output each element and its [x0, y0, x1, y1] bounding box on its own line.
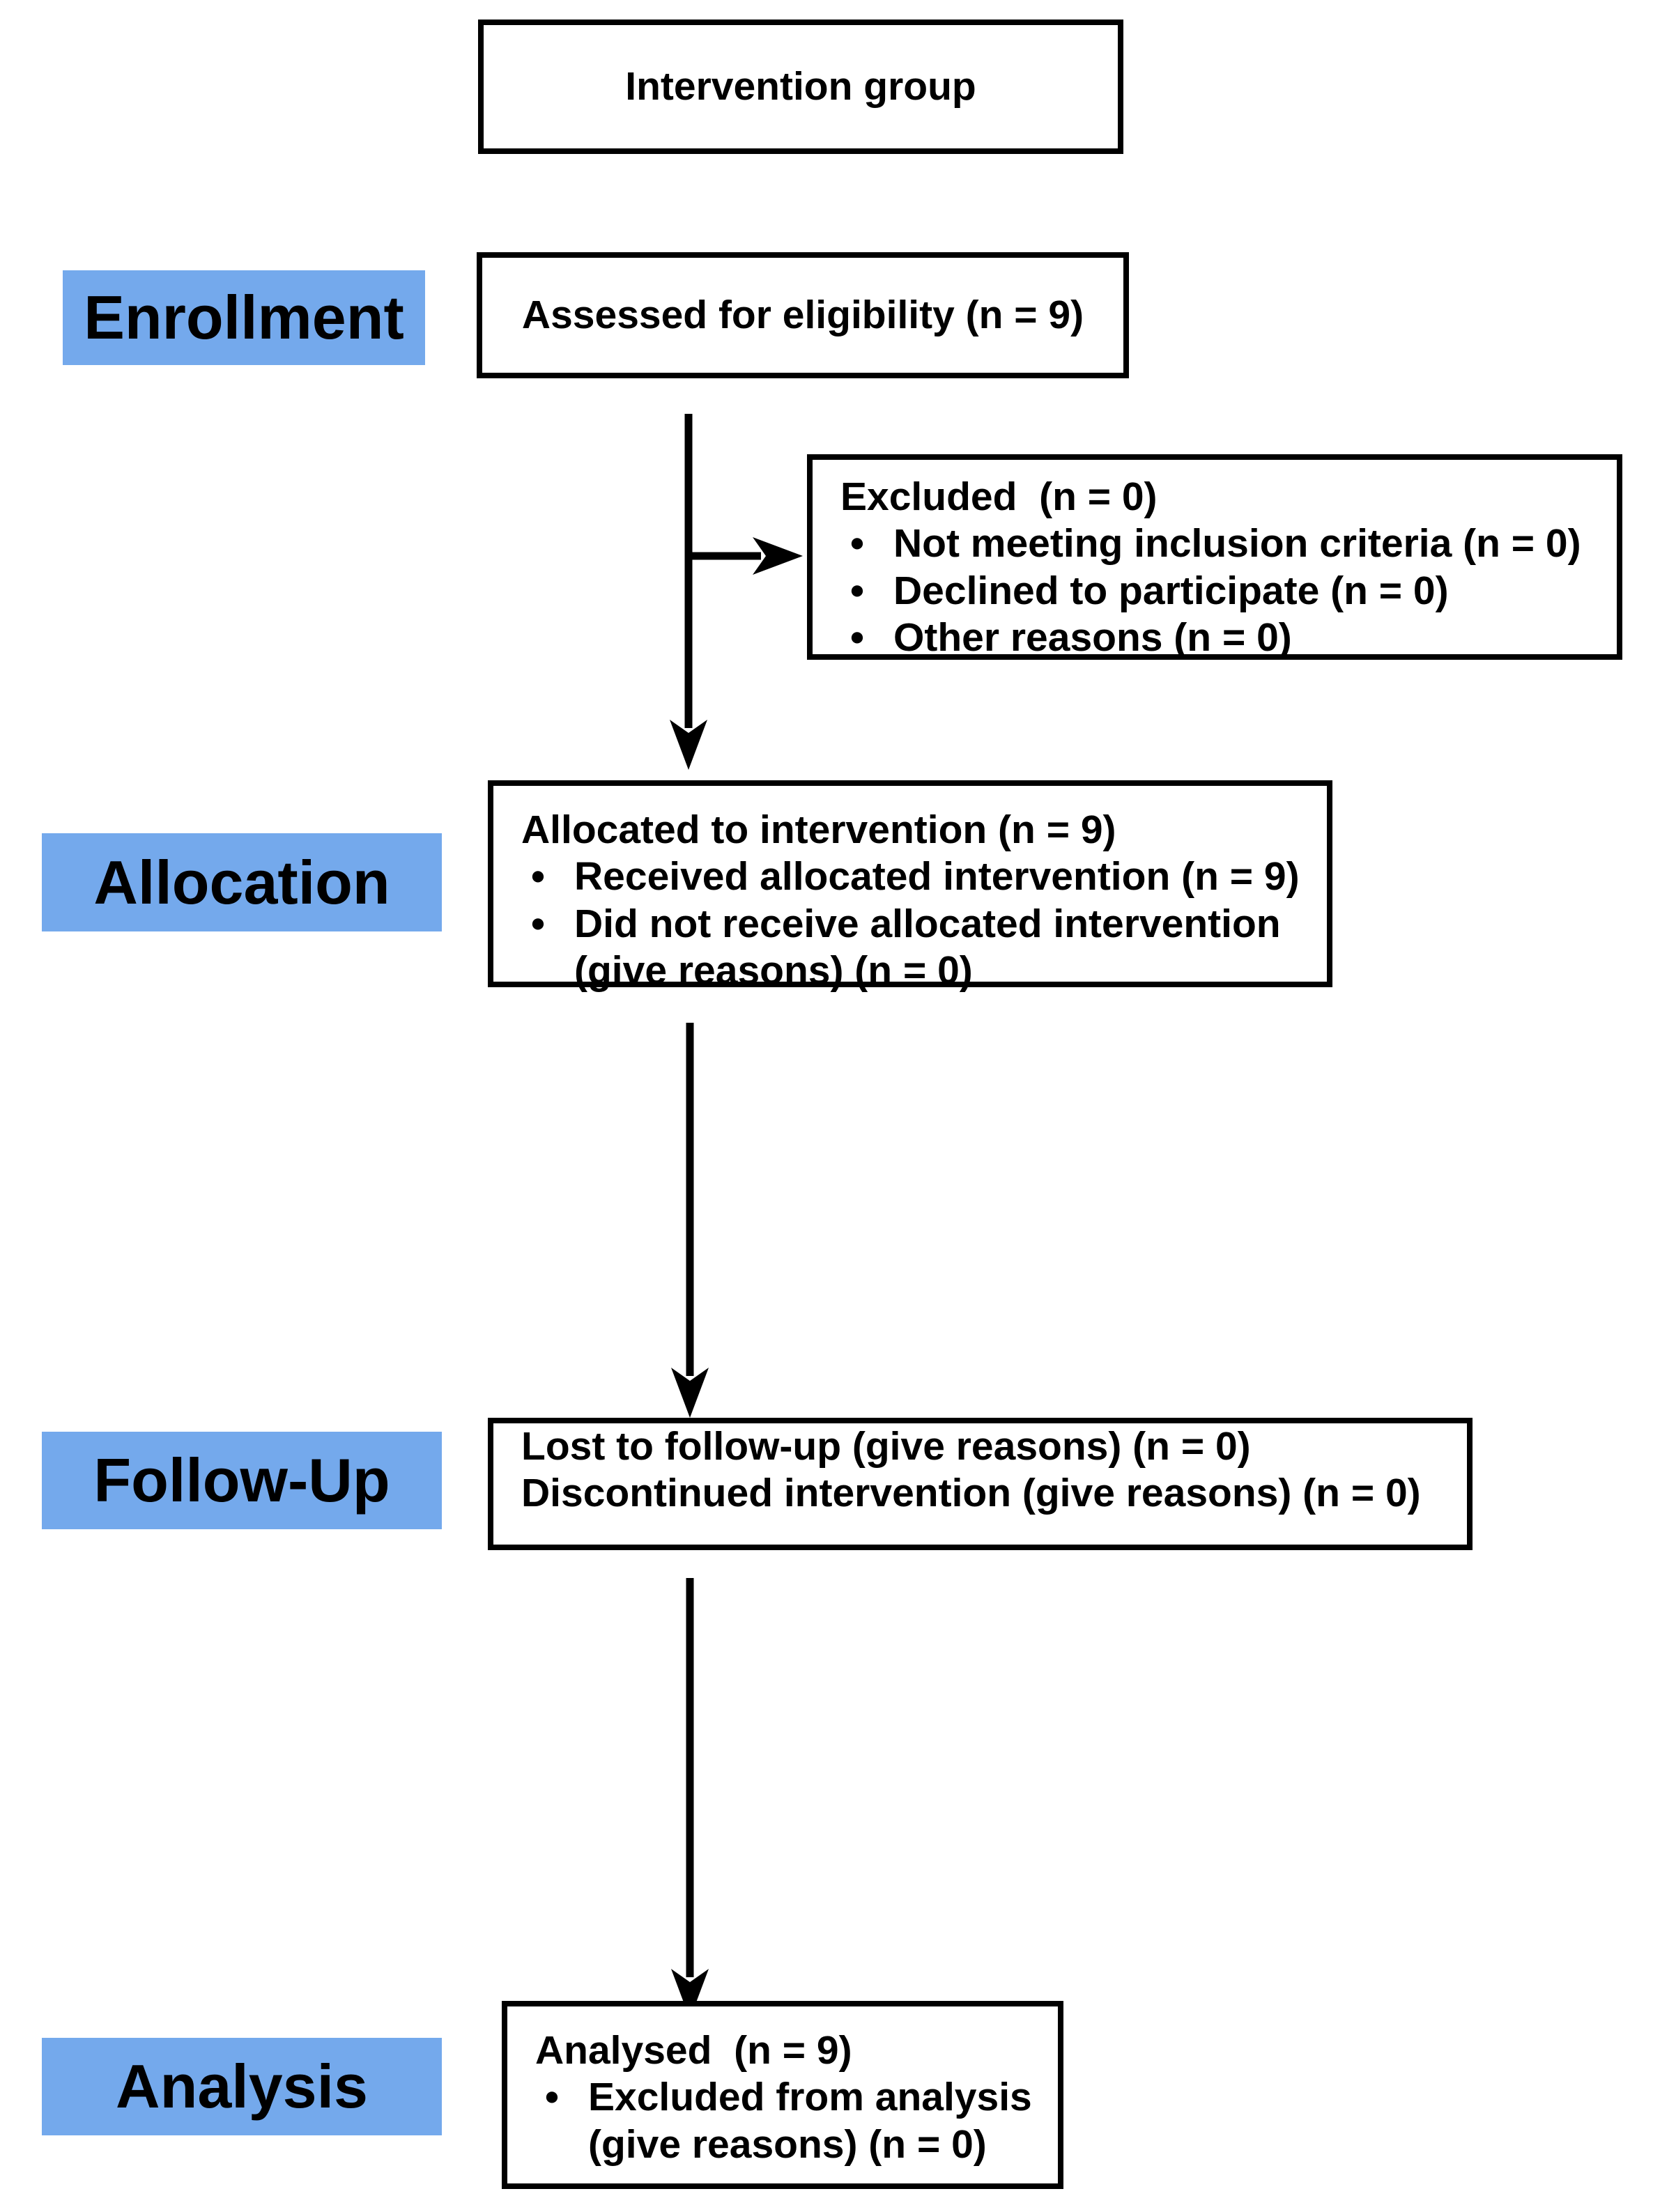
assessed-eligibility-box	[477, 252, 1129, 378]
bullet-icon: •	[850, 568, 864, 613]
allocated-box	[488, 780, 1332, 993]
arrow-down-followup-to-analysis	[671, 1578, 709, 2019]
followup-line-2: Discontinued intervention (give reasons) (n = 0)	[521, 1471, 1421, 1516]
excluded-bullet-row	[840, 568, 1610, 614]
enrollment-label-text: Enrollment	[84, 283, 404, 352]
excluded-bullet-3: Other reasons (n = 0)	[893, 614, 1292, 660]
bullet-icon: •	[545, 2075, 559, 2120]
followup-line-1: Lost to follow-up (give reasons) (n = 0)	[521, 1424, 1251, 1469]
arrow-right-to-excluded	[685, 537, 803, 575]
allocated-bullet-row	[521, 901, 1320, 995]
bullet-icon: •	[531, 901, 545, 946]
excluded-bullet-2: Declined to participate (n = 0)	[893, 568, 1449, 613]
allocated-bullet-1: Received allocated intervention (n = 9)	[574, 854, 1300, 899]
bullet-icon: •	[850, 614, 864, 660]
allocation-label-text: Allocation	[93, 847, 390, 917]
stage-label-allocation	[42, 833, 442, 931]
intervention-group-box	[478, 20, 1123, 154]
analysed-title: Analysed (n = 9)	[535, 2028, 852, 2073]
allocated-bullet-2: Did not receive allocated intervention (give reasons) (n = 0)	[574, 901, 1281, 993]
analysed-bullet-1: Excluded from analysis (give reasons) (n = 0)	[588, 2075, 1032, 2167]
arrow-down-allocated-to-followup	[671, 1023, 709, 1418]
followup-box	[488, 1418, 1473, 1550]
analysed-box	[502, 2001, 1063, 2189]
bullet-icon: •	[531, 854, 545, 899]
allocated-title: Allocated to intervention (n = 9)	[521, 807, 1116, 852]
allocated-bullet-row	[521, 853, 1320, 900]
arrow-down-assessed-to-allocated	[670, 414, 707, 770]
bullet-icon: •	[850, 521, 864, 566]
excluded-bullet-row	[840, 520, 1610, 567]
stage-label-enrollment	[63, 270, 425, 365]
analysis-label-text: Analysis	[116, 2052, 368, 2121]
excluded-bullet-row	[840, 614, 1610, 661]
assessed-eligibility-text: Assessed for eligibility (n = 9)	[521, 292, 1084, 337]
analysed-bullet-row	[535, 2074, 1051, 2168]
followup-label-text: Follow-Up	[93, 1446, 390, 1515]
stage-label-followup	[42, 1432, 442, 1529]
excluded-title: Excluded (n = 0)	[840, 474, 1158, 519]
excluded-box	[807, 454, 1622, 660]
stage-label-analysis	[42, 2038, 442, 2135]
intervention-group-label: Intervention group	[625, 63, 976, 109]
excluded-bullet-1: Not meeting inclusion criteria (n = 0)	[893, 521, 1581, 566]
